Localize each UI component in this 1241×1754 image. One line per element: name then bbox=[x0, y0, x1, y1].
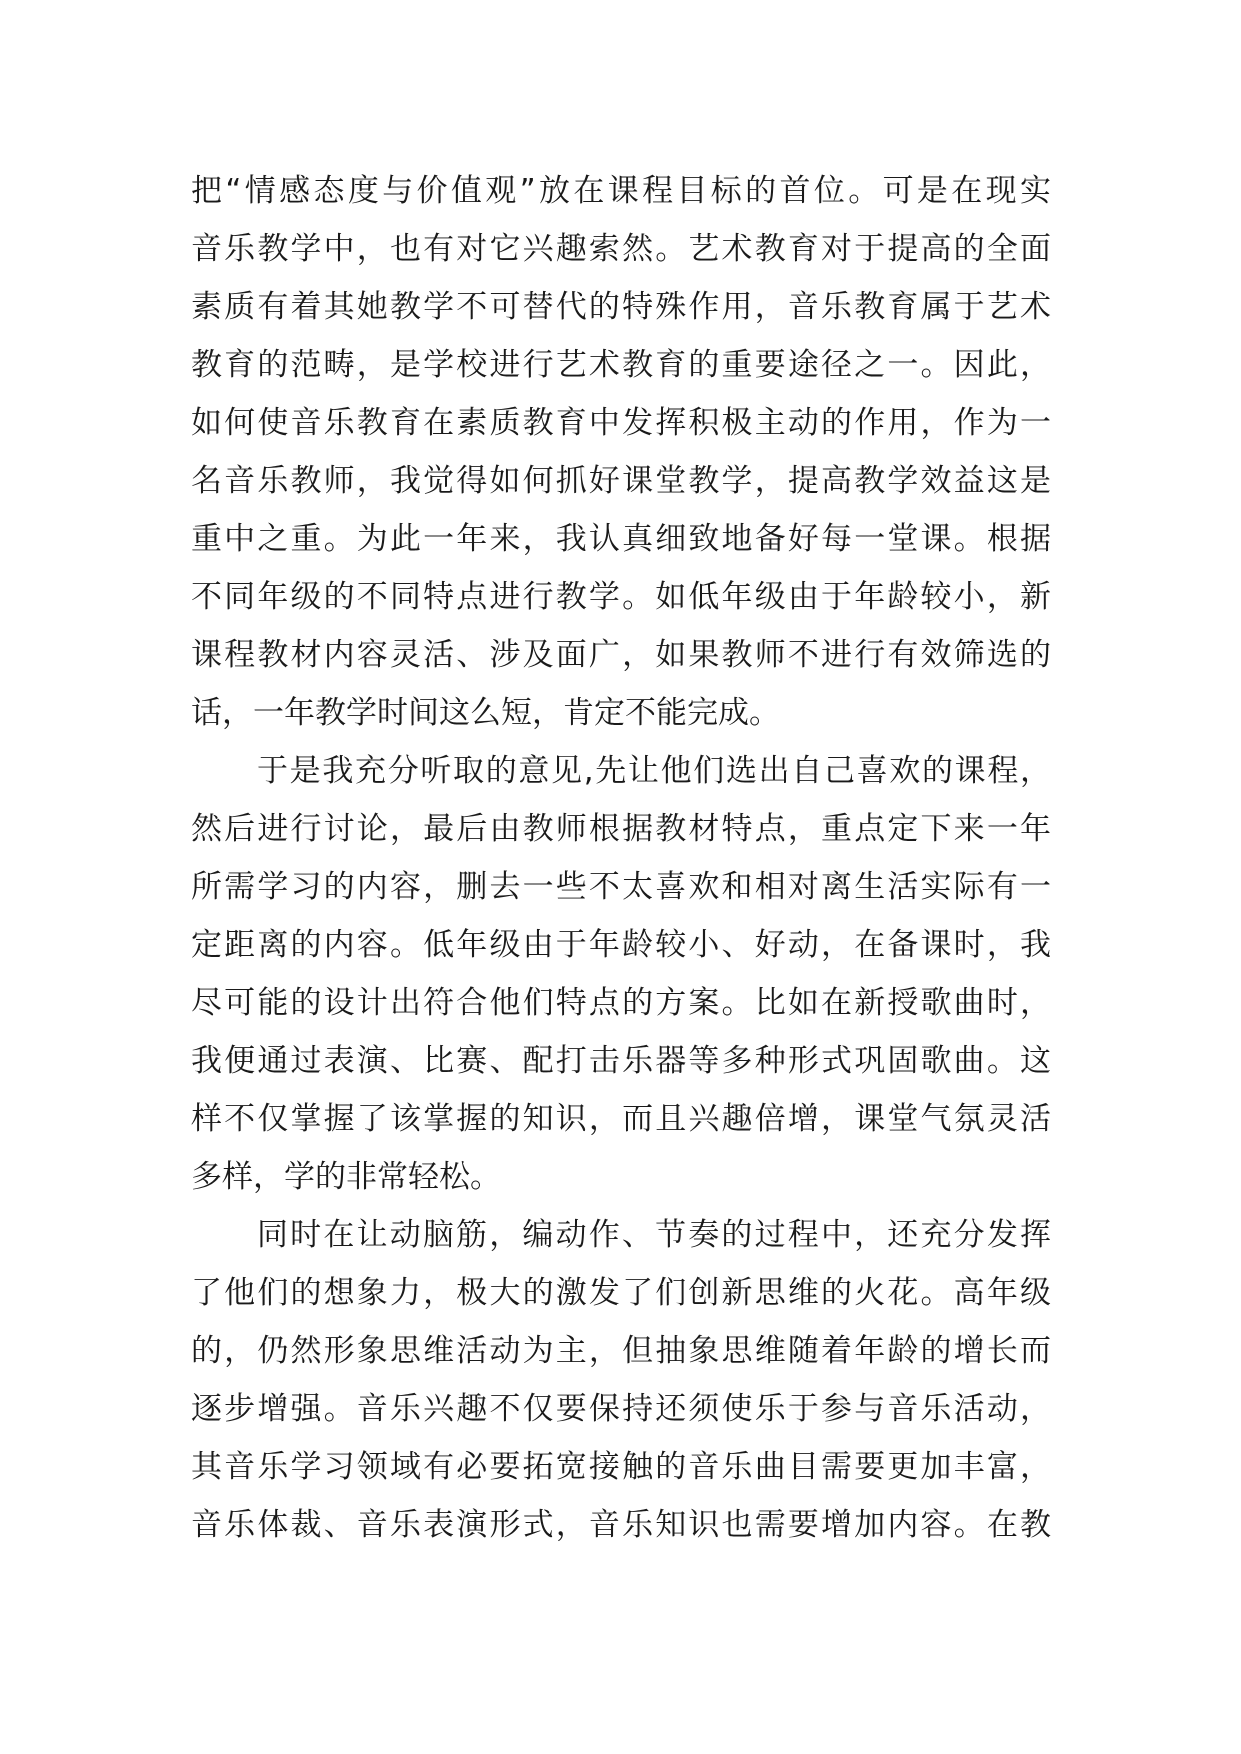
text-line: 教育的范畴，是学校进行艺术教育的重要途径之一。因此， bbox=[191, 347, 1051, 383]
paragraph-first-line: 于是我充分听取的意见,先让他们选出自己喜欢的课程， bbox=[257, 753, 1051, 789]
text-line: 的，仍然形象思维活动为主，但抽象思维随着年龄的增长而 bbox=[191, 1333, 1051, 1369]
text-line: 如何使音乐教育在素质教育中发挥积极主动的作用，作为一 bbox=[191, 405, 1051, 441]
text-line: 不同年级的不同特点进行教学。如低年级由于年龄较小，新 bbox=[191, 579, 1051, 615]
text-line: 重中之重。为此一年来，我认真细致地备好每一堂课。根据 bbox=[191, 521, 1051, 557]
text-line: 所需学习的内容，删去一些不太喜欢和相对离生活实际有一 bbox=[191, 869, 1051, 905]
text-line: 音乐教学中，也有对它兴趣索然。艺术教育对于提高的全面 bbox=[191, 231, 1051, 267]
text-line: 逐步增强。音乐兴趣不仅要保持还须使乐于参与音乐活动， bbox=[191, 1391, 1051, 1427]
paragraph-first-line: 同时在让动脑筋，编动作、节奏的过程中，还充分发挥 bbox=[257, 1217, 1051, 1253]
text-line: 素质有着其她教学不可替代的特殊作用，音乐教育属于艺术 bbox=[191, 289, 1051, 325]
text-line: 课程教材内容灵活、涉及面广，如果教师不进行有效筛选的 bbox=[191, 637, 1051, 673]
text-line: 其音乐学习领域有必要拓宽接触的音乐曲目需要更加丰富， bbox=[191, 1449, 1051, 1485]
body-text bbox=[191, 162, 1051, 1554]
text-line: 了他们的想象力，极大的激发了们创新思维的火花。高年级 bbox=[191, 1275, 1051, 1311]
text-line: 样不仅掌握了该掌握的知识，而且兴趣倍增，课堂气氛灵活 bbox=[191, 1101, 1051, 1137]
text-line: 多样，学的非常轻松。 bbox=[191, 1159, 501, 1195]
text-line: 把“情感态度与价值观”放在课程目标的首位。可是在现实 bbox=[191, 173, 1051, 209]
text-line: 我便通过表演、比赛、配打击乐器等多种形式巩固歌曲。这 bbox=[191, 1043, 1051, 1079]
text-line: 尽可能的设计出符合他们特点的方案。比如在新授歌曲时， bbox=[191, 985, 1051, 1021]
text-line: 话，一年教学时间这么短，肯定不能完成。 bbox=[191, 695, 780, 731]
text-line: 名音乐教师，我觉得如何抓好课堂教学，提高教学效益这是 bbox=[191, 463, 1051, 499]
text-line: 音乐体裁、音乐表演形式，音乐知识也需要增加内容。在教 bbox=[191, 1507, 1051, 1543]
text-line: 然后进行讨论，最后由教师根据教材特点，重点定下来一年 bbox=[191, 811, 1051, 847]
text-line: 定距离的内容。低年级由于年龄较小、好动，在备课时，我 bbox=[191, 927, 1051, 963]
